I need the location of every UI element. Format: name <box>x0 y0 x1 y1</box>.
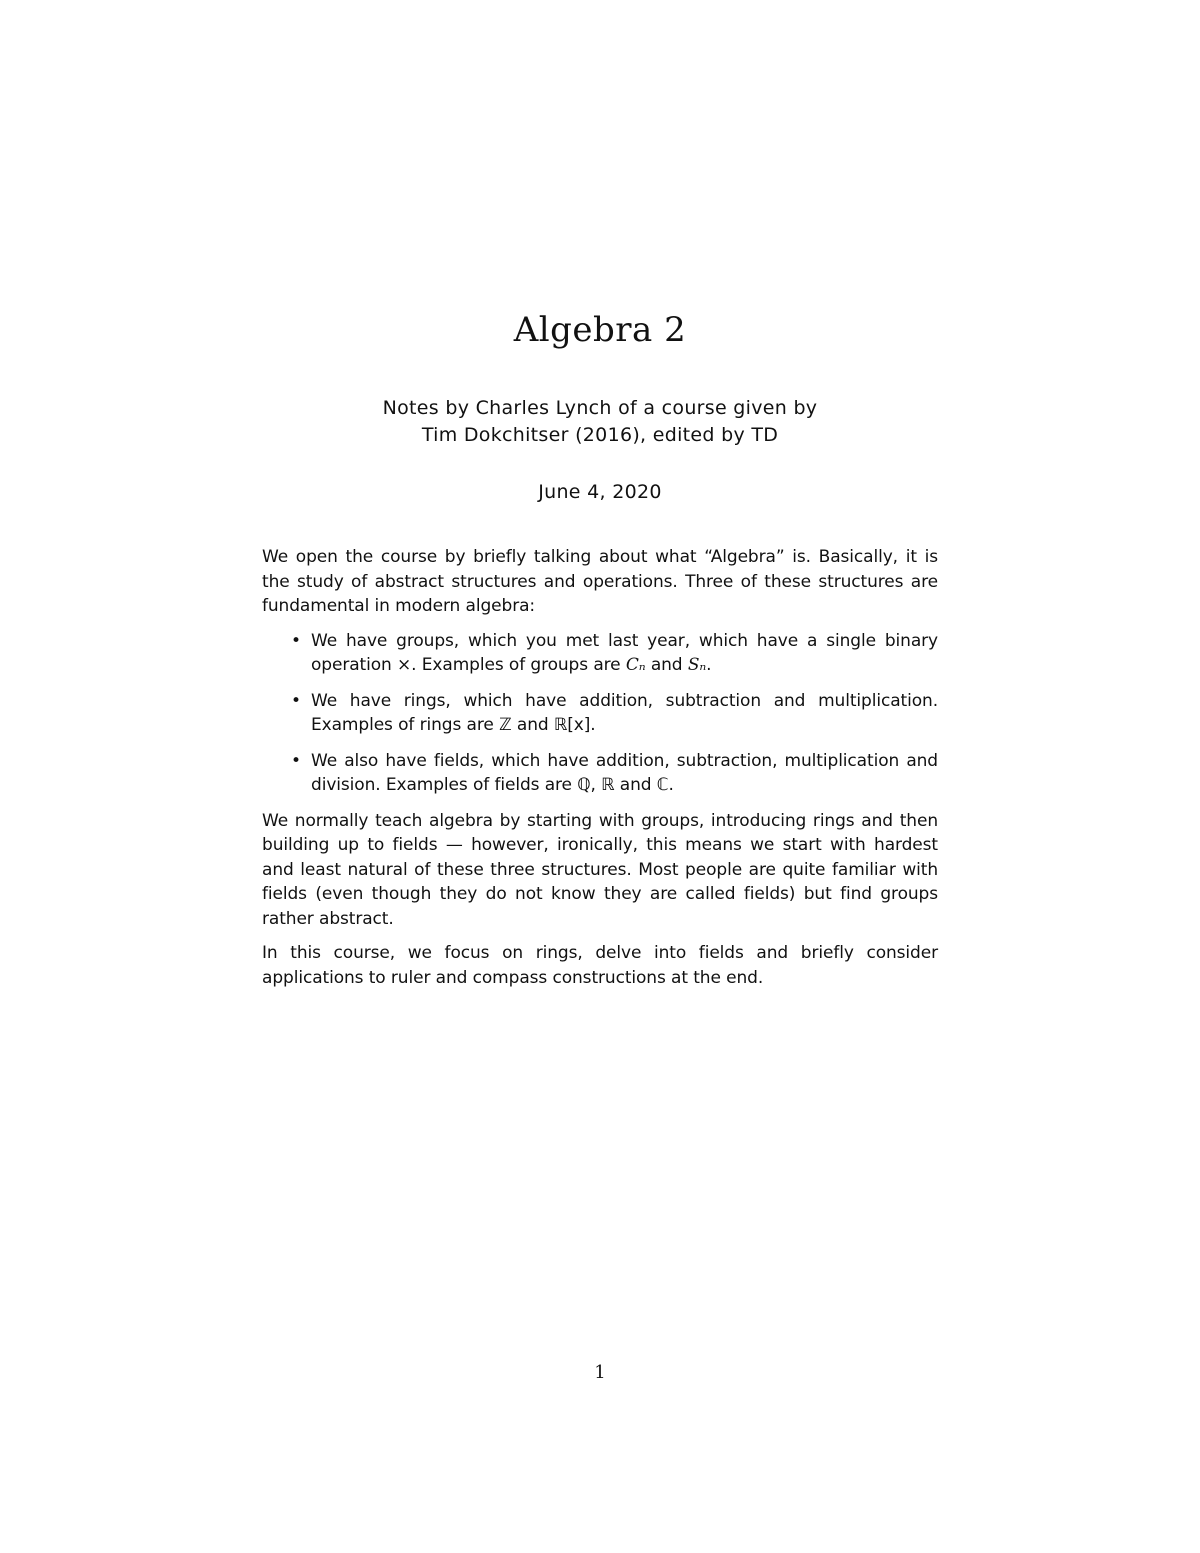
structures-list <box>262 629 938 798</box>
list-item-rings-text: We have rings, which have addition, subtraction and multiplication. Examples of rings are ℤ and ℝ[x]. <box>311 690 938 735</box>
list-item-rings <box>291 689 938 738</box>
list-item-groups-end: . <box>706 655 712 675</box>
body-text <box>262 545 938 1000</box>
bullet-icon: • <box>291 750 301 771</box>
list-item-fields <box>291 749 938 798</box>
paragraph-teaching-order: We normally teach algebra by starting with groups, introducing rings and then building up to fields — however, ironically, this means we start with hardest and least natural of these three structures. Most people are quite familiar with fields (even though they do not know they are called fields) but find groups rather abstract. <box>262 810 938 929</box>
author-block <box>0 395 1200 449</box>
document-title: Algebra 2 <box>513 310 687 350</box>
bullet-icon: • <box>291 630 301 651</box>
bullet-icon: • <box>291 690 301 711</box>
list-item-groups <box>291 629 938 678</box>
math-symmetric-group: Sₙ <box>687 655 707 675</box>
intro-paragraph: We open the course by briefly talking about what “Algebra” is. Basically, it is the study of abstract structures and operations. Three of these structures are fundamental in modern algebra: <box>262 547 938 616</box>
author-line-1: Notes by Charles Lynch of a course given by <box>382 397 818 419</box>
list-item-groups-text: We have groups, which you met last year, which have a single binary operation ×. Examples of groups are <box>311 630 938 675</box>
list-item-groups-and: and <box>645 655 688 675</box>
document-date: June 4, 2020 <box>538 481 662 503</box>
math-cyclic-group: Cₙ <box>625 655 646 675</box>
list-item-fields-text: We also have fields, which have addition, subtraction, multiplication and division. Examples of fields are ℚ, ℝ and ℂ. <box>311 750 938 795</box>
paragraph-course-focus: In this course, we focus on rings, delve into fields and briefly consider applications to ruler and compass constructions at the end. <box>262 943 938 988</box>
page-number: 1 <box>594 1362 606 1383</box>
author-line-2: Tim Dokchitser (2016), edited by TD <box>421 424 779 446</box>
